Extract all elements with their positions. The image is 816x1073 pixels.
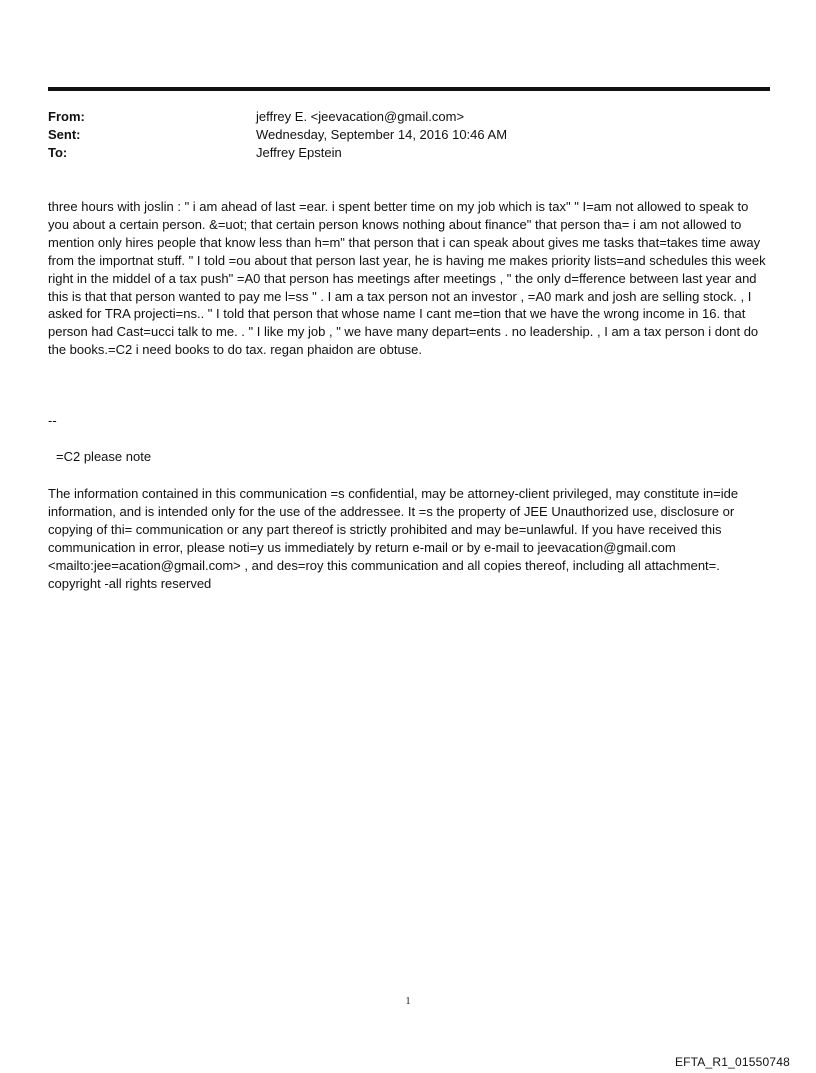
- signature-note: =C2 please note: [56, 449, 152, 464]
- signature-separator: --: [48, 413, 57, 428]
- email-header: [48, 108, 768, 162]
- to-label: To:: [48, 145, 68, 160]
- sent-row: [48, 126, 768, 144]
- from-row: [48, 108, 768, 126]
- email-body: three hours with joslin : " i am ahead of last =ear. i spent better time on my job which is tax" " I=am not allowed to speak to you about a certain person. &=uot; that certain person knows nothing about finance" that person tha= i am not allowed to mention only hires people that know less than h=m" that person that i can speak about gives me tasks that=takes time away from the importnat stuff. " I told =ou about that person last year, he is having me makes priority lists=and schedules this week right in the middel of a tax push" =A0 that person has meetings after meetings , " the only d=fference between last year and this is that that person wanted to pay me l=ss " . I am a tax person not an investor , =A0 mark and josh are selling stock. , I asked for TRA projecti=ns.. " I told that person that whose name I cant me=tion that we have the wrong income in 16. that person had Cast=ucci talk to me. . " I like my job , " we have many depart=ents . no leadership. , I am a tax person i dont do the books.=C2 i need books to do tax. regan phaidon are obtuse.: [48, 199, 766, 358]
- to-row: [48, 144, 768, 162]
- header-rule: [48, 87, 770, 91]
- confidentiality-disclaimer: The information contained in this communication =s confidential, may be attorney-client privileged, may constitute in=ide information, and is intended only for the use of the addressee. It =s the property of JEE Unauthorized use, disclosure or copying of thi= communication or any part thereof is strictly prohibited and may be=unlawful. If you have received this communication in error, please noti=y us immediately by return e-mail or by e-mail to jeevacation@gmail.com <mailto:jee=acation@gmail.com> , and des=roy this communication and all copies thereof, including all attachment=. copyright -all rights reserved: [48, 486, 739, 591]
- from-label: From:: [48, 109, 85, 124]
- page-number: 1: [405, 996, 411, 1007]
- sent-value: Wednesday, September 14, 2016 10:46 AM: [256, 127, 508, 142]
- from-value: jeffrey E. <jeevacation@gmail.com>: [256, 109, 465, 124]
- bates-number: EFTA_R1_01550748: [674, 1055, 790, 1069]
- sent-label: Sent:: [48, 127, 81, 142]
- to-value: Jeffrey Epstein: [256, 145, 342, 160]
